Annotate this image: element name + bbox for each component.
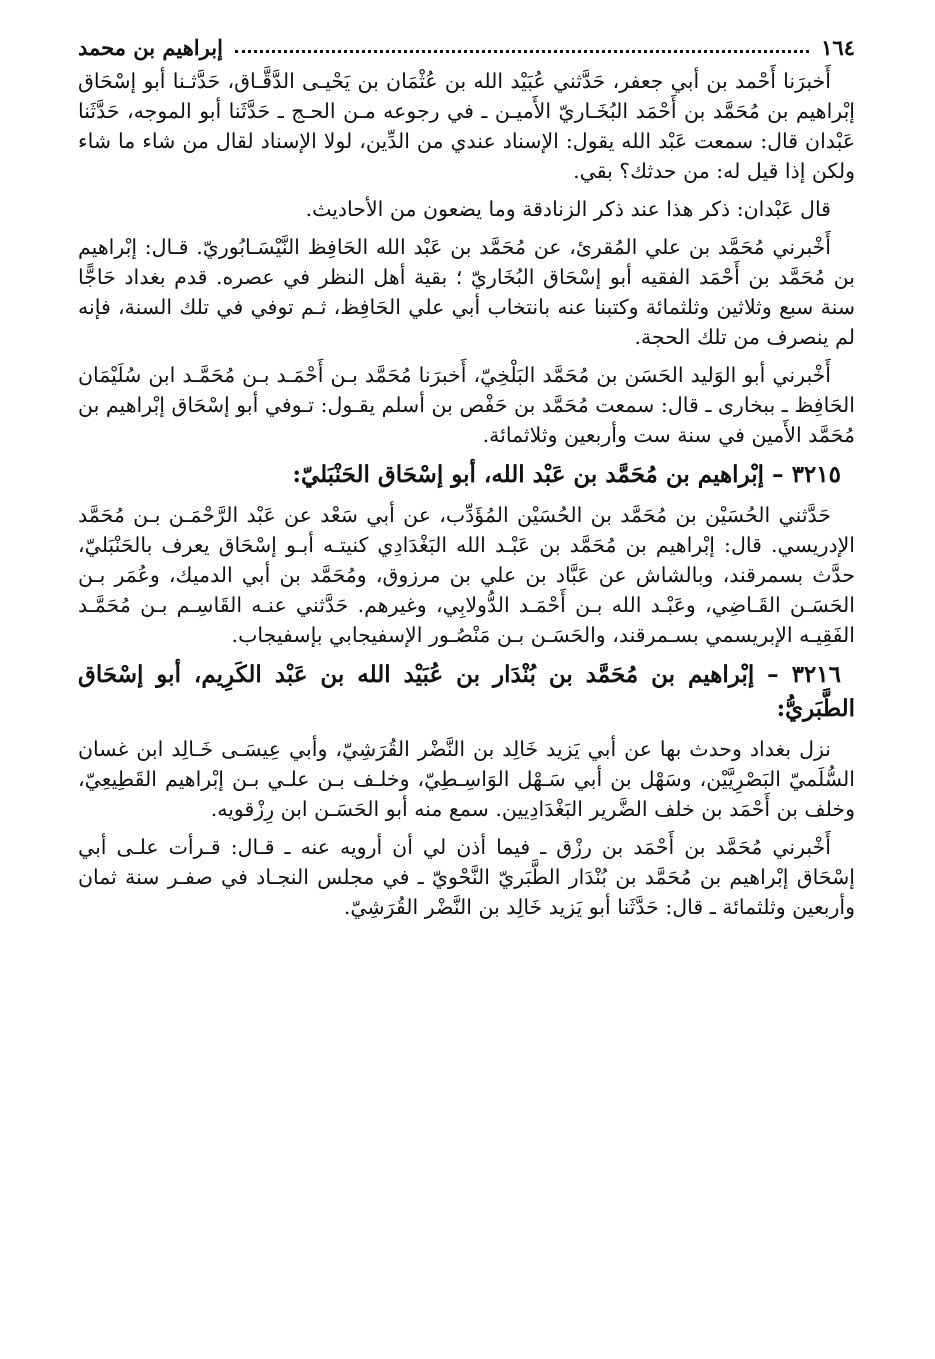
header-dotted-rule — [235, 42, 809, 53]
page-body — [78, 66, 855, 922]
page-number: ١٦٤ — [821, 34, 855, 60]
page-header — [78, 30, 855, 64]
entry-3216-title: ٣٢١٦ – إبْراهيم بن مُحَمَّد بن بُنْدَار بن عُبَيْد الله بن عَبْد الكَرِيم، أبو إسْحَاق الطَّبَريُّ: — [78, 661, 855, 722]
entry-3215-paragraph: حَدَّثني الحُسَيْن بن مُحَمَّد بن الحُسَيْن المُؤَدِّب، عن أبي سَعْد عن عَبْد الرَّحْمَـن بـن مُحَمَّد الإدريسي. قال: إبْراهيم بن مُحَمَّد بن عَبْـد الله البَغْدَادِي كنيتـه أبـو إسْحَاق يعرف بالحَنْبَليّ، حدَّث بسمرقند، وبالشاش عن عَبَّاد بن علي بن مرزوق، ومُحَمَّد بن أبي الدميك، وعُمَر بـن الحَسَـن القَـاضِي، وعَبْـد الله بـن أَحْمَـد الدُّولابِي، وغيرهم. حَدَّثني عنـه القَاسِـم بـن مُحَمَّـد الفَقِيـه الإبريسمي بسـمرقند، والحَسَـن بـن مَنْصُـور الإسفيجابي بإسفيجاب. — [78, 503, 855, 647]
paragraph-2: قال عَبْدان: ذكر هذا عند ذكر الزنادقة وما يضعون من الأحاديث. — [305, 197, 831, 221]
paragraph-3: أَخْبرني مُحَمَّد بن علي المُقرئ، عن مُحَمَّد بن عَبْد الله الحَافِظ النَّيْسَـابُوريّ. قـال: إبْراهيم بن مُحَمَّد بن أَحْمَد الفقيه أبو إسْحَاق البُخَاريّ ؛ بقية أهل النظر في عصره. قدم بغداد حَاجًّا سنة سبع وثلاثين وثلثمائة وكتبنا عنه بانتخاب أبي علي الحَافِظ، ثـم توفي في تلك السنة، فإنه لم ينصرف من تلك الحجة. — [78, 235, 855, 349]
paragraph-4: أَخْبرني أبو الوَليد الحَسَن بن مُحَمَّد البَلْخِيّ، أَخبرَنا مُحَمَّد بـن أَحْمَـد بـن مُحَمَّـد ابن سُلَيْمَان الحَافِظ ـ ببخارى ـ قال: سمعت مُحَمَّد بن حَفْص بن أسلم يقـول: تـوفي أبو إسْحَاق إبْراهيم بن مُحَمَّد الأَمين في سنة ست وأربعين وثلاثمائة. — [78, 363, 855, 447]
entry-3215-title: ٣٢١٥ – إبْراهيم بن مُحَمَّد بن عَبْد الله، أبو إسْحَاق الحَنْبَليّ: — [292, 461, 841, 488]
entry-3216-paragraph-1: نزل بغداد وحدث بها عن أبي يَزيد خَالِد بن النَّضْر القُرَشِيّ، وأبي عِيسَـى خَـالِد ابن غسان السُّلَميّ البَصْرِيَّيْن، وسَهْل بن أبي سَـهْل الوَاسِـطِيّ، وخلـف بـن علـي بـن إبْراهيم القَطِيعِيّ، وخلف بن أَحْمَد بن خلف الضَّرير البَغْدَادِيين. سمع منه أبو الحَسَـن ابن رِزْقويه. — [78, 737, 855, 821]
running-title: إبراهيم بن محمد — [78, 34, 223, 60]
paragraph-1: أَخبرَنا أَحْمد بن أبي جعفر، حَدَّثني عُبَيْد الله بن عُثْمَان بن يَحْيـى الدَّقَّـاق، حَدَّثـنا أبو إسْحَاق إبْراهيم بن مُحَمَّد بن أَحْمَد البُخَـاريّ الأَميـن ـ في رجوعه مـن الحـج ـ حَدَّثَنا أبو الموجه، حَدَّثَنا عَبْدان قال: سمعت عَبْد الله يقول: الإسناد عندي من الدِّين، لولا الإسناد لقال من شاء ما شاء ولكن إذا قيل له: من حدثك؟ بقي. — [78, 69, 855, 183]
entry-3216-paragraph-2: أَخْبرني مُحَمَّد بن أَحْمَد بن رزْق ـ فيما أذن لي أن أرويه عنه ـ قـال: قـرأت علـى أبي إسْحَاق إبْراهيم بن مُحَمَّد بن بُنْدَار الطَّبَريّ النَّحْويّ ـ في مجلس النجـاد في صفـر سنة ثمان وأربعين وثلثمائة ـ قال: حَدَّثَنا أبو يَزيد خَالِد بن النَّضْر القُرَشِيّ. — [78, 835, 855, 919]
